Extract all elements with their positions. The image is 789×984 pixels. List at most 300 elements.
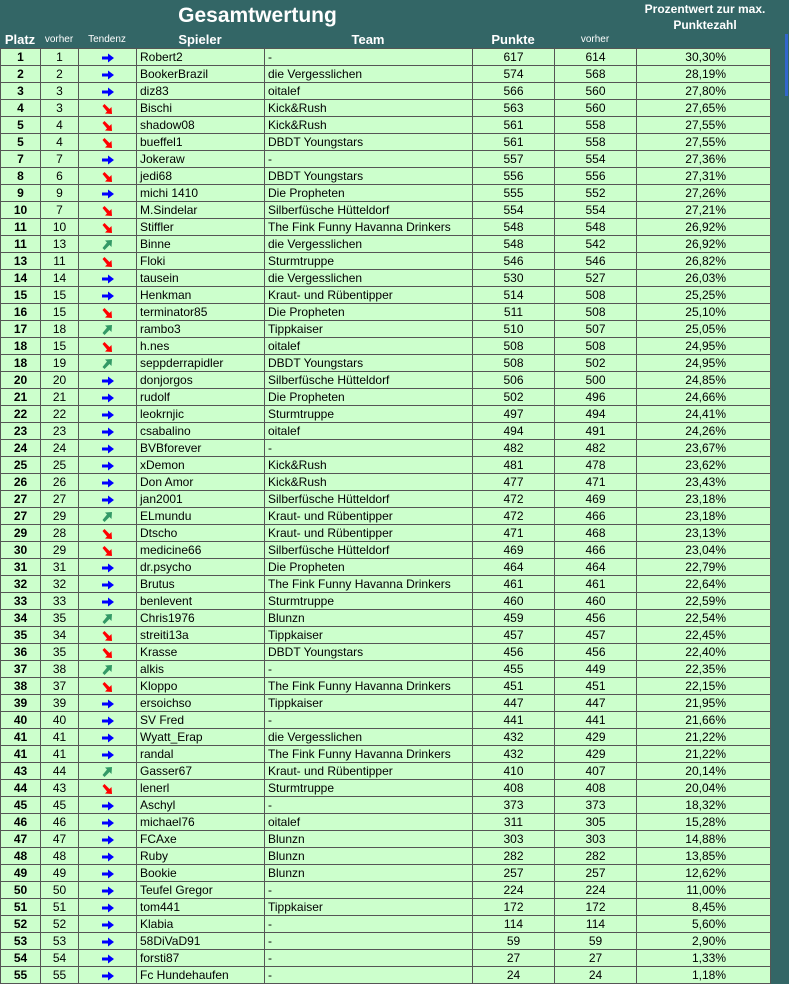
punkte-cell: 303 bbox=[473, 831, 555, 848]
team-cell: The Fink Funny Havanna Drinkers bbox=[265, 219, 473, 236]
table-row bbox=[1, 848, 771, 865]
spieler-cell: Brutus bbox=[137, 576, 265, 593]
spieler-cell: tausein bbox=[137, 270, 265, 287]
header-team: Team bbox=[351, 32, 385, 47]
punkte-vorher-cell: 447 bbox=[555, 695, 637, 712]
team-cell: Tippkaiser bbox=[265, 899, 473, 916]
platz-cell: 30 bbox=[1, 542, 41, 559]
arrow-right-icon bbox=[101, 851, 115, 863]
arrow-right-icon bbox=[101, 936, 115, 948]
spieler-cell: Gasser67 bbox=[137, 763, 265, 780]
prozent-cell: 2,90% bbox=[637, 933, 771, 950]
spieler-cell: 58DiVaD91 bbox=[137, 933, 265, 950]
table-row bbox=[1, 355, 771, 372]
arrow-down-right-icon bbox=[101, 341, 115, 353]
prozent-cell: 23,62% bbox=[637, 457, 771, 474]
arrow-right-icon bbox=[101, 562, 115, 574]
team-cell: oitalef bbox=[265, 814, 473, 831]
trend-cell bbox=[79, 270, 137, 287]
spieler-cell: Floki bbox=[137, 253, 265, 270]
team-cell: Die Propheten bbox=[265, 389, 473, 406]
vorher-cell: 7 bbox=[41, 202, 79, 219]
prozent-cell: 23,04% bbox=[637, 542, 771, 559]
prozent-cell: 20,14% bbox=[637, 763, 771, 780]
punkte-cell: 554 bbox=[473, 202, 555, 219]
platz-cell: 47 bbox=[1, 831, 41, 848]
prozent-cell: 13,85% bbox=[637, 848, 771, 865]
team-cell: oitalef bbox=[265, 338, 473, 355]
platz-cell: 29 bbox=[1, 525, 41, 542]
trend-cell bbox=[79, 100, 137, 117]
spieler-cell: Fc Hundehaufen bbox=[137, 967, 265, 984]
table-row bbox=[1, 593, 771, 610]
team-cell: DBDT Youngstars bbox=[265, 134, 473, 151]
punkte-vorher-cell: 548 bbox=[555, 219, 637, 236]
punkte-cell: 457 bbox=[473, 627, 555, 644]
prozent-cell: 23,13% bbox=[637, 525, 771, 542]
arrow-right-icon bbox=[101, 392, 115, 404]
punkte-cell: 461 bbox=[473, 576, 555, 593]
trend-cell bbox=[79, 355, 137, 372]
platz-cell: 31 bbox=[1, 559, 41, 576]
punkte-cell: 455 bbox=[473, 661, 555, 678]
team-cell: Tippkaiser bbox=[265, 321, 473, 338]
punkte-vorher-cell: 527 bbox=[555, 270, 637, 287]
platz-cell: 21 bbox=[1, 389, 41, 406]
team-cell: - bbox=[265, 967, 473, 984]
team-cell: Kraut- und Rübentipper bbox=[265, 287, 473, 304]
spieler-cell: lenerl bbox=[137, 780, 265, 797]
trend-cell bbox=[79, 797, 137, 814]
arrow-up-right-icon bbox=[101, 324, 115, 336]
vorher-cell: 33 bbox=[41, 593, 79, 610]
team-cell: Sturmtruppe bbox=[265, 253, 473, 270]
arrow-right-icon bbox=[101, 817, 115, 829]
platz-cell: 4 bbox=[1, 100, 41, 117]
punkte-cell: 497 bbox=[473, 406, 555, 423]
punkte-vorher-cell: 461 bbox=[555, 576, 637, 593]
arrow-right-icon bbox=[101, 834, 115, 846]
arrow-right-icon bbox=[101, 698, 115, 710]
punkte-vorher-cell: 556 bbox=[555, 168, 637, 185]
punkte-cell: 481 bbox=[473, 457, 555, 474]
team-cell: The Fink Funny Havanna Drinkers bbox=[265, 678, 473, 695]
punkte-cell: 548 bbox=[473, 236, 555, 253]
trend-cell bbox=[79, 712, 137, 729]
platz-cell: 5 bbox=[1, 117, 41, 134]
trend-cell bbox=[79, 780, 137, 797]
punkte-vorher-cell: 496 bbox=[555, 389, 637, 406]
prozent-cell: 28,19% bbox=[637, 66, 771, 83]
trend-cell bbox=[79, 66, 137, 83]
table-row bbox=[1, 185, 771, 202]
table-row bbox=[1, 100, 771, 117]
table-row bbox=[1, 304, 771, 321]
punkte-vorher-cell: 172 bbox=[555, 899, 637, 916]
arrow-up-right-icon bbox=[101, 358, 115, 370]
table-row bbox=[1, 168, 771, 185]
team-cell: - bbox=[265, 440, 473, 457]
punkte-cell: 408 bbox=[473, 780, 555, 797]
punkte-vorher-cell: 466 bbox=[555, 508, 637, 525]
vorher-cell: 3 bbox=[41, 100, 79, 117]
platz-cell: 44 bbox=[1, 780, 41, 797]
punkte-cell: 59 bbox=[473, 933, 555, 950]
punkte-vorher-cell: 460 bbox=[555, 593, 637, 610]
table-row bbox=[1, 457, 771, 474]
trend-cell bbox=[79, 83, 137, 100]
prozent-cell: 22,40% bbox=[637, 644, 771, 661]
punkte-vorher-cell: 508 bbox=[555, 338, 637, 355]
spieler-cell: Stiffler bbox=[137, 219, 265, 236]
punkte-vorher-cell: 429 bbox=[555, 746, 637, 763]
trend-cell bbox=[79, 321, 137, 338]
table-row bbox=[1, 389, 771, 406]
prozent-cell: 26,92% bbox=[637, 236, 771, 253]
vorher-cell: 15 bbox=[41, 338, 79, 355]
punkte-cell: 574 bbox=[473, 66, 555, 83]
prozent-cell: 21,95% bbox=[637, 695, 771, 712]
punkte-vorher-cell: 407 bbox=[555, 763, 637, 780]
platz-cell: 35 bbox=[1, 627, 41, 644]
vorher-cell: 41 bbox=[41, 746, 79, 763]
vorher-cell: 10 bbox=[41, 219, 79, 236]
trend-cell bbox=[79, 576, 137, 593]
arrow-right-icon bbox=[101, 273, 115, 285]
platz-cell: 38 bbox=[1, 678, 41, 695]
trend-cell bbox=[79, 117, 137, 134]
platz-cell: 17 bbox=[1, 321, 41, 338]
prozent-cell: 20,04% bbox=[637, 780, 771, 797]
spieler-cell: jedi68 bbox=[137, 168, 265, 185]
team-cell: Silberfüsche Hütteldorf bbox=[265, 491, 473, 508]
header-vorher: vorher bbox=[44, 34, 74, 45]
arrow-right-icon bbox=[101, 375, 115, 387]
team-cell: - bbox=[265, 933, 473, 950]
table-row bbox=[1, 559, 771, 576]
punkte-vorher-cell: 466 bbox=[555, 542, 637, 559]
platz-cell: 27 bbox=[1, 491, 41, 508]
punkte-vorher-cell: 552 bbox=[555, 185, 637, 202]
trend-cell bbox=[79, 406, 137, 423]
platz-cell: 36 bbox=[1, 644, 41, 661]
table-row bbox=[1, 423, 771, 440]
vorher-cell: 51 bbox=[41, 899, 79, 916]
trend-cell bbox=[79, 338, 137, 355]
ranking-table bbox=[0, 48, 771, 984]
punkte-cell: 432 bbox=[473, 729, 555, 746]
table-row bbox=[1, 814, 771, 831]
spieler-cell: diz83 bbox=[137, 83, 265, 100]
punkte-vorher-cell: 482 bbox=[555, 440, 637, 457]
punkte-vorher-cell: 408 bbox=[555, 780, 637, 797]
team-cell: The Fink Funny Havanna Drinkers bbox=[265, 576, 473, 593]
spieler-cell: Henkman bbox=[137, 287, 265, 304]
spieler-cell: ELmundu bbox=[137, 508, 265, 525]
punkte-cell: 494 bbox=[473, 423, 555, 440]
vorher-cell: 37 bbox=[41, 678, 79, 695]
prozent-cell: 27,55% bbox=[637, 117, 771, 134]
platz-cell: 37 bbox=[1, 661, 41, 678]
platz-cell: 26 bbox=[1, 474, 41, 491]
vorher-cell: 43 bbox=[41, 780, 79, 797]
platz-cell: 9 bbox=[1, 185, 41, 202]
platz-cell: 18 bbox=[1, 338, 41, 355]
header-platz: Platz bbox=[4, 32, 36, 47]
trend-cell bbox=[79, 627, 137, 644]
prozent-cell: 24,26% bbox=[637, 423, 771, 440]
vorher-cell: 14 bbox=[41, 270, 79, 287]
punkte-cell: 257 bbox=[473, 865, 555, 882]
prozent-cell: 25,10% bbox=[637, 304, 771, 321]
team-cell: - bbox=[265, 797, 473, 814]
prozent-cell: 27,31% bbox=[637, 168, 771, 185]
trend-cell bbox=[79, 474, 137, 491]
trend-cell bbox=[79, 253, 137, 270]
arrow-right-icon bbox=[101, 919, 115, 931]
punkte-vorher-cell: 457 bbox=[555, 627, 637, 644]
prozent-cell: 30,30% bbox=[637, 49, 771, 66]
punkte-vorher-cell: 558 bbox=[555, 117, 637, 134]
prozent-cell: 22,79% bbox=[637, 559, 771, 576]
punkte-cell: 471 bbox=[473, 525, 555, 542]
table-row bbox=[1, 406, 771, 423]
team-cell: die Vergesslichen bbox=[265, 270, 473, 287]
platz-cell: 46 bbox=[1, 814, 41, 831]
team-cell: Silberfüsche Hütteldorf bbox=[265, 542, 473, 559]
platz-cell: 32 bbox=[1, 576, 41, 593]
vorher-cell: 45 bbox=[41, 797, 79, 814]
spieler-cell: seppderrapidler bbox=[137, 355, 265, 372]
punkte-cell: 460 bbox=[473, 593, 555, 610]
punkte-vorher-cell: 24 bbox=[555, 967, 637, 984]
arrow-down-right-icon bbox=[101, 205, 115, 217]
punkte-cell: 459 bbox=[473, 610, 555, 627]
table-row bbox=[1, 831, 771, 848]
trend-cell bbox=[79, 916, 137, 933]
punkte-vorher-cell: 305 bbox=[555, 814, 637, 831]
vorher-cell: 28 bbox=[41, 525, 79, 542]
trend-cell bbox=[79, 372, 137, 389]
arrow-down-right-icon bbox=[101, 103, 115, 115]
arrow-right-icon bbox=[101, 800, 115, 812]
prozent-cell: 27,26% bbox=[637, 185, 771, 202]
arrow-right-icon bbox=[101, 86, 115, 98]
punkte-vorher-cell: 441 bbox=[555, 712, 637, 729]
scroll-marker bbox=[785, 34, 788, 96]
team-cell: DBDT Youngstars bbox=[265, 355, 473, 372]
platz-cell: 15 bbox=[1, 287, 41, 304]
punkte-cell: 617 bbox=[473, 49, 555, 66]
arrow-right-icon bbox=[101, 494, 115, 506]
vorher-cell: 11 bbox=[41, 253, 79, 270]
platz-cell: 2 bbox=[1, 66, 41, 83]
table-row bbox=[1, 882, 771, 899]
platz-cell: 41 bbox=[1, 729, 41, 746]
team-cell: Tippkaiser bbox=[265, 695, 473, 712]
trend-cell bbox=[79, 236, 137, 253]
punkte-vorher-cell: 257 bbox=[555, 865, 637, 882]
trend-cell bbox=[79, 610, 137, 627]
platz-cell: 1 bbox=[1, 49, 41, 66]
table-row bbox=[1, 151, 771, 168]
vorher-cell: 46 bbox=[41, 814, 79, 831]
vorher-cell: 3 bbox=[41, 83, 79, 100]
arrow-down-right-icon bbox=[101, 307, 115, 319]
punkte-cell: 511 bbox=[473, 304, 555, 321]
punkte-cell: 510 bbox=[473, 321, 555, 338]
punkte-cell: 432 bbox=[473, 746, 555, 763]
punkte-cell: 561 bbox=[473, 117, 555, 134]
prozent-cell: 26,03% bbox=[637, 270, 771, 287]
platz-cell: 54 bbox=[1, 950, 41, 967]
spieler-cell: leokrnjic bbox=[137, 406, 265, 423]
trend-cell bbox=[79, 729, 137, 746]
platz-cell: 7 bbox=[1, 151, 41, 168]
punkte-vorher-cell: 507 bbox=[555, 321, 637, 338]
platz-cell: 53 bbox=[1, 933, 41, 950]
spieler-cell: shadow08 bbox=[137, 117, 265, 134]
vorher-cell: 49 bbox=[41, 865, 79, 882]
trend-cell bbox=[79, 763, 137, 780]
team-cell: - bbox=[265, 882, 473, 899]
prozent-cell: 14,88% bbox=[637, 831, 771, 848]
spieler-cell: h.nes bbox=[137, 338, 265, 355]
vorher-cell: 13 bbox=[41, 236, 79, 253]
arrow-right-icon bbox=[101, 902, 115, 914]
platz-cell: 10 bbox=[1, 202, 41, 219]
team-cell: Die Propheten bbox=[265, 185, 473, 202]
spieler-cell: Don Amor bbox=[137, 474, 265, 491]
prozent-cell: 8,45% bbox=[637, 899, 771, 916]
table-row bbox=[1, 491, 771, 508]
platz-cell: 50 bbox=[1, 882, 41, 899]
vorher-cell: 9 bbox=[41, 185, 79, 202]
trend-cell bbox=[79, 457, 137, 474]
punkte-cell: 561 bbox=[473, 134, 555, 151]
prozent-cell: 27,65% bbox=[637, 100, 771, 117]
spieler-cell: jan2001 bbox=[137, 491, 265, 508]
vorher-cell: 48 bbox=[41, 848, 79, 865]
trend-cell bbox=[79, 967, 137, 984]
prozent-cell: 27,80% bbox=[637, 83, 771, 100]
table-row bbox=[1, 202, 771, 219]
prozent-cell: 22,45% bbox=[637, 627, 771, 644]
trend-cell bbox=[79, 950, 137, 967]
header-punkte: Punkte bbox=[491, 32, 535, 47]
prozent-cell: 11,00% bbox=[637, 882, 771, 899]
team-cell: Kraut- und Rübentipper bbox=[265, 508, 473, 525]
team-cell: oitalef bbox=[265, 423, 473, 440]
arrow-right-icon bbox=[101, 477, 115, 489]
arrow-up-right-icon bbox=[101, 766, 115, 778]
trend-cell bbox=[79, 287, 137, 304]
punkte-cell: 477 bbox=[473, 474, 555, 491]
punkte-cell: 506 bbox=[473, 372, 555, 389]
spieler-cell: randal bbox=[137, 746, 265, 763]
vorher-cell: 21 bbox=[41, 389, 79, 406]
spieler-cell: BookerBrazil bbox=[137, 66, 265, 83]
punkte-vorher-cell: 469 bbox=[555, 491, 637, 508]
table-row bbox=[1, 797, 771, 814]
team-cell: Kick&Rush bbox=[265, 457, 473, 474]
arrow-right-icon bbox=[101, 732, 115, 744]
prozent-cell: 25,05% bbox=[637, 321, 771, 338]
table-row bbox=[1, 610, 771, 627]
table-row bbox=[1, 950, 771, 967]
punkte-cell: 508 bbox=[473, 338, 555, 355]
platz-cell: 23 bbox=[1, 423, 41, 440]
team-cell: - bbox=[265, 916, 473, 933]
platz-cell: 48 bbox=[1, 848, 41, 865]
punkte-cell: 548 bbox=[473, 219, 555, 236]
prozent-cell: 22,35% bbox=[637, 661, 771, 678]
prozent-cell: 26,82% bbox=[637, 253, 771, 270]
spieler-cell: alkis bbox=[137, 661, 265, 678]
prozent-cell: 26,92% bbox=[637, 219, 771, 236]
table-row bbox=[1, 49, 771, 66]
spieler-cell: bueffel1 bbox=[137, 134, 265, 151]
table-row bbox=[1, 270, 771, 287]
table-row bbox=[1, 916, 771, 933]
team-cell: - bbox=[265, 151, 473, 168]
punkte-cell: 555 bbox=[473, 185, 555, 202]
platz-cell: 25 bbox=[1, 457, 41, 474]
arrow-right-icon bbox=[101, 715, 115, 727]
spieler-cell: streiti13a bbox=[137, 627, 265, 644]
punkte-cell: 556 bbox=[473, 168, 555, 185]
punkte-vorher-cell: 471 bbox=[555, 474, 637, 491]
prozent-cell: 21,22% bbox=[637, 729, 771, 746]
trend-cell bbox=[79, 882, 137, 899]
arrow-right-icon bbox=[101, 69, 115, 81]
header-spieler: Spieler bbox=[178, 32, 222, 47]
spieler-cell: csabalino bbox=[137, 423, 265, 440]
arrow-up-right-icon bbox=[101, 511, 115, 523]
spieler-cell: Kloppo bbox=[137, 678, 265, 695]
team-cell: Die Propheten bbox=[265, 559, 473, 576]
prozent-cell: 5,60% bbox=[637, 916, 771, 933]
vorher-cell: 24 bbox=[41, 440, 79, 457]
spieler-cell: rambo3 bbox=[137, 321, 265, 338]
platz-cell: 24 bbox=[1, 440, 41, 457]
punkte-cell: 557 bbox=[473, 151, 555, 168]
punkte-vorher-cell: 303 bbox=[555, 831, 637, 848]
team-cell: Tippkaiser bbox=[265, 627, 473, 644]
punkte-vorher-cell: 546 bbox=[555, 253, 637, 270]
trend-cell bbox=[79, 542, 137, 559]
arrow-down-right-icon bbox=[101, 137, 115, 149]
platz-cell: 16 bbox=[1, 304, 41, 321]
prozent-cell: 1,18% bbox=[637, 967, 771, 984]
platz-cell: 33 bbox=[1, 593, 41, 610]
punkte-vorher-cell: 478 bbox=[555, 457, 637, 474]
punkte-vorher-cell: 449 bbox=[555, 661, 637, 678]
vorher-cell: 25 bbox=[41, 457, 79, 474]
punkte-vorher-cell: 502 bbox=[555, 355, 637, 372]
arrow-right-icon bbox=[101, 154, 115, 166]
table-row bbox=[1, 763, 771, 780]
table-row bbox=[1, 134, 771, 151]
arrow-right-icon bbox=[101, 596, 115, 608]
header-tendenz: Tendenz bbox=[88, 34, 126, 45]
platz-cell: 11 bbox=[1, 219, 41, 236]
vorher-cell: 26 bbox=[41, 474, 79, 491]
prozent-cell: 22,15% bbox=[637, 678, 771, 695]
trend-cell bbox=[79, 899, 137, 916]
trend-cell bbox=[79, 202, 137, 219]
trend-cell bbox=[79, 423, 137, 440]
